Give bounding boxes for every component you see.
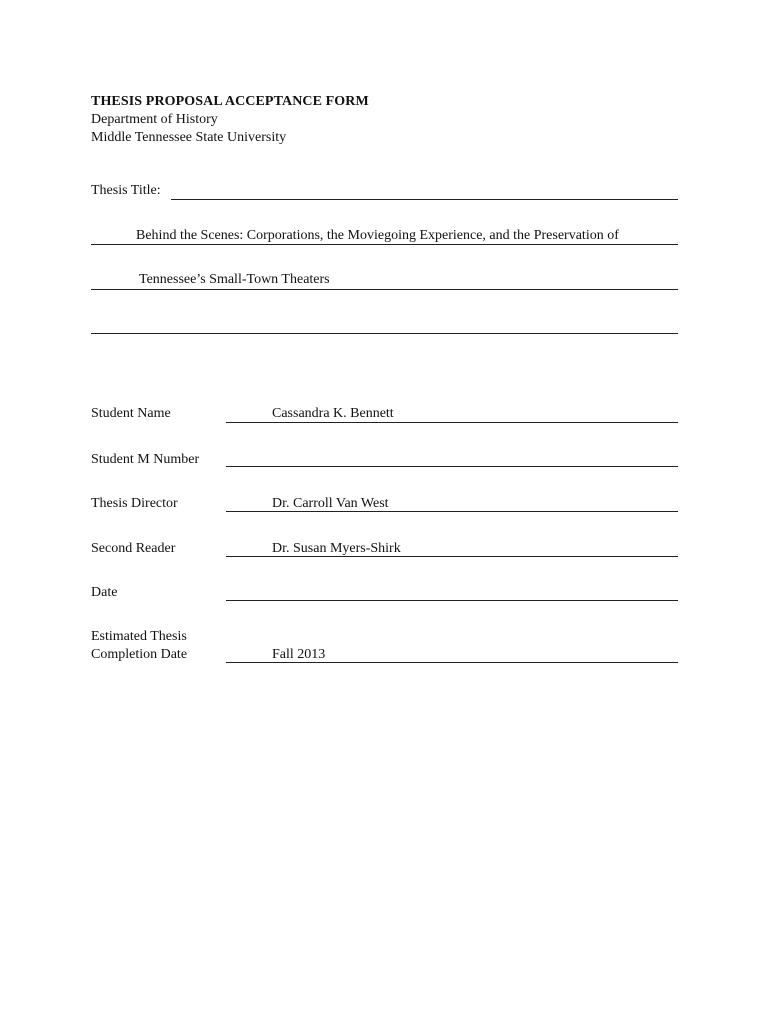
date-label: Date — [91, 585, 118, 600]
thesis-director-label: Thesis Director — [91, 496, 178, 511]
thesis-title-rule-4 — [91, 333, 678, 334]
thesis-title-label: Thesis Title: — [91, 183, 161, 198]
thesis-director-value: Dr. Carroll Van West — [272, 496, 389, 511]
student-name-rule — [226, 422, 678, 423]
second-reader-rule — [226, 556, 678, 557]
second-reader-value: Dr. Susan Myers-Shirk — [272, 541, 401, 556]
thesis-title-rule-1 — [171, 199, 678, 200]
student-m-number-label: Student M Number — [91, 452, 200, 467]
completion-date-label-line-2: Completion Date — [91, 647, 188, 662]
completion-date-rule — [226, 662, 678, 663]
thesis-director-rule — [226, 511, 678, 512]
student-name-value: Cassandra K. Bennett — [272, 406, 394, 421]
completion-date-value: Fall 2013 — [272, 647, 326, 662]
department-name: Department of History — [91, 112, 218, 127]
form-heading: THESIS PROPOSAL ACCEPTANCE FORM — [91, 94, 369, 109]
university-name: Middle Tennessee State University — [91, 130, 287, 145]
thesis-title-line-1: Behind the Scenes: Corporations, the Moviegoing Experience, and the Preservation of — [136, 228, 619, 243]
student-name-label: Student Name — [91, 406, 171, 421]
thesis-title-rule-2 — [91, 244, 678, 245]
thesis-title-line-2: Tennessee’s Small-Town Theaters — [139, 272, 330, 287]
second-reader-label: Second Reader — [91, 541, 176, 556]
completion-date-label-line-1: Estimated Thesis — [91, 629, 187, 644]
thesis-title-rule-3 — [91, 289, 678, 290]
date-rule — [226, 600, 678, 601]
student-m-number-rule — [226, 466, 678, 467]
